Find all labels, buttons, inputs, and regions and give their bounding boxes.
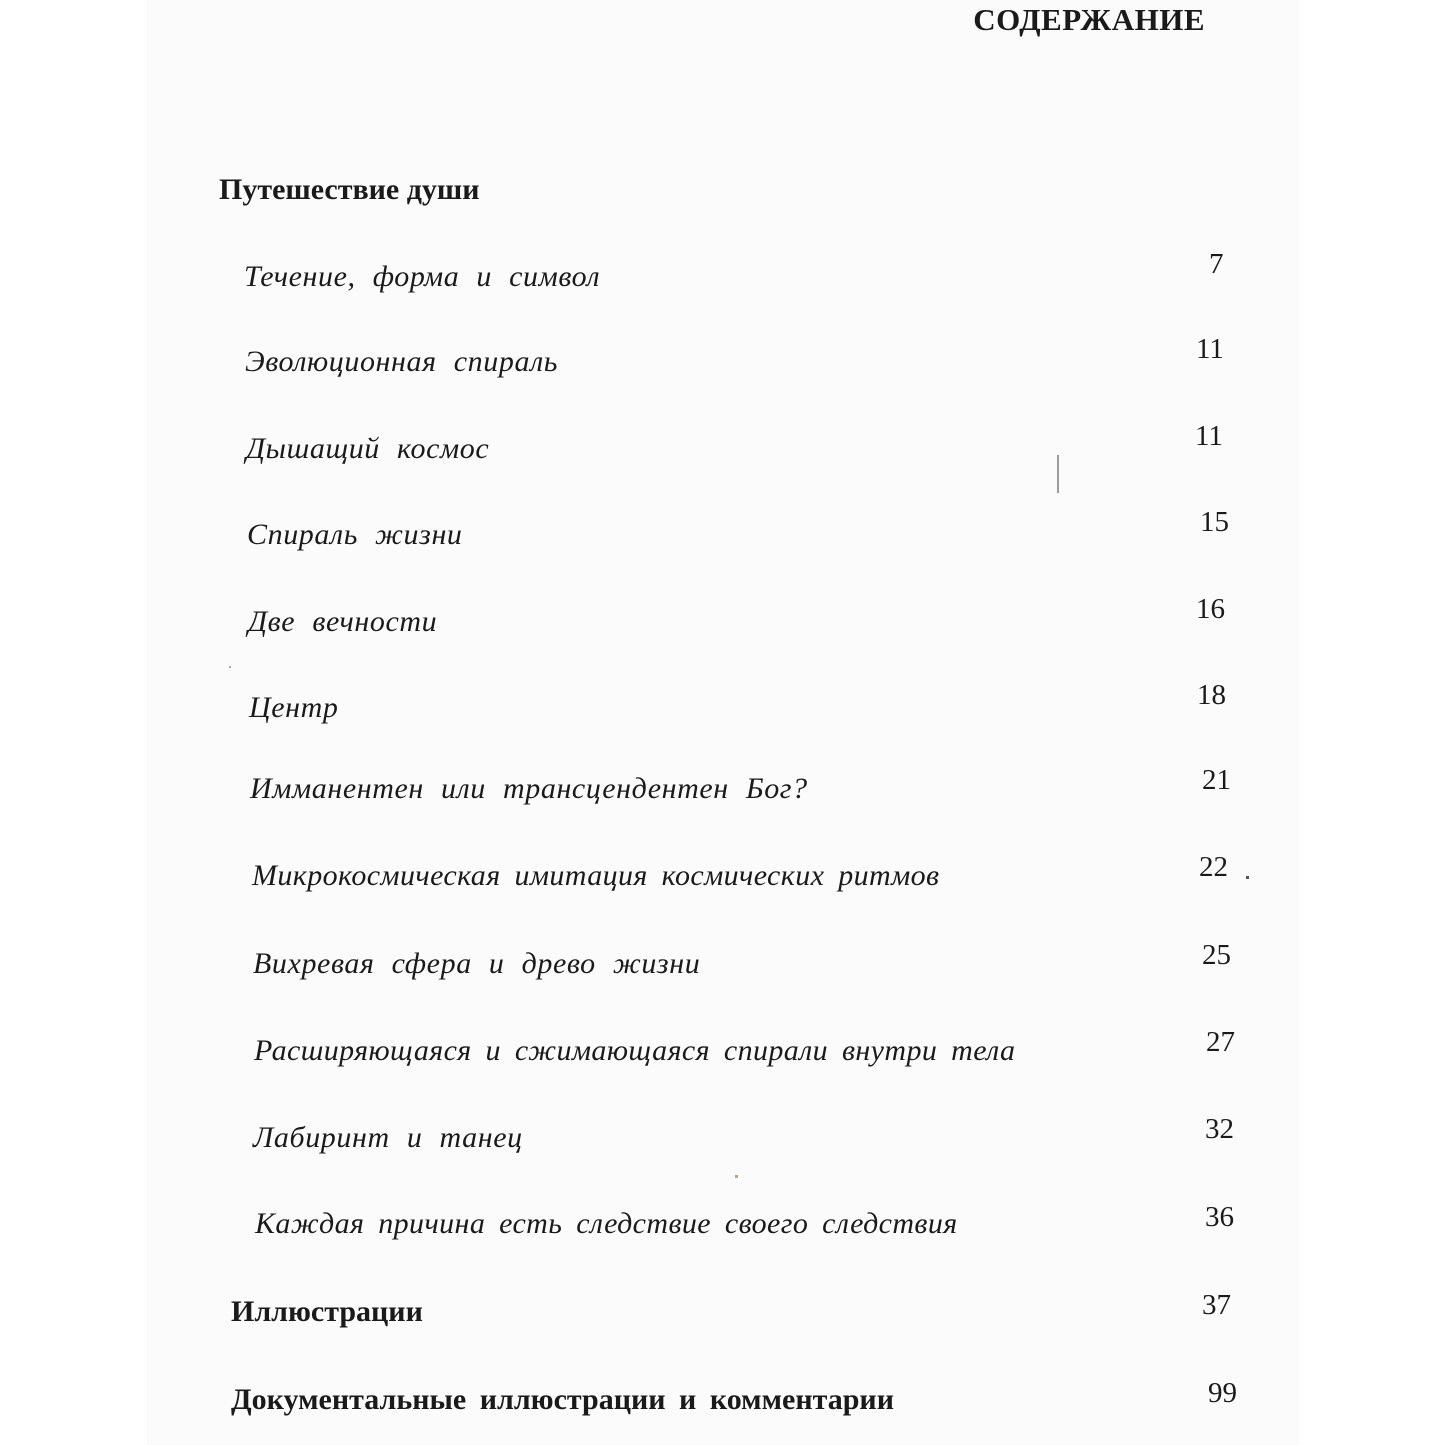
toc-entry-title: Вихревая сфера и древо жизни — [253, 947, 701, 980]
toc-section-page: 37 — [1202, 1289, 1231, 1321]
toc-entry[interactable] — [147, 764, 1299, 812]
toc-entry-title: Микрокосмическая имитация космических ритмов — [252, 859, 940, 892]
paper-speck — [229, 666, 231, 668]
paper-speck — [1057, 455, 1059, 493]
toc-entry-title: Спираль жизни — [247, 518, 463, 551]
toc-entry[interactable] — [147, 593, 1299, 645]
toc-section-title: Иллюстрации — [231, 1295, 423, 1328]
toc-entry[interactable] — [147, 939, 1299, 987]
toc-section-title: Документальные иллюстрации и комментарии — [231, 1383, 894, 1416]
toc-entry-title: Эволюционная спираль — [245, 345, 559, 378]
toc-entry[interactable] — [147, 1201, 1299, 1247]
toc-entry-page: 32 — [1205, 1113, 1234, 1145]
paper-speck — [1246, 876, 1249, 879]
toc-entry-page: 22 — [1199, 851, 1228, 883]
toc-entry-page: 11 — [1195, 420, 1223, 452]
toc-entry-title: Лабиринт и танец — [253, 1121, 523, 1154]
toc-part-heading — [147, 173, 1299, 213]
toc-entry[interactable] — [147, 851, 1299, 899]
page-title: СОДЕРЖАНИЕ — [973, 2, 1205, 37]
toc-entry[interactable] — [147, 333, 1299, 385]
toc-entry[interactable] — [147, 248, 1299, 298]
toc-entry[interactable] — [147, 1026, 1299, 1074]
toc-entry-page: 7 — [1209, 248, 1224, 280]
toc-entry-page: 11 — [1196, 333, 1224, 365]
toc-entry[interactable] — [147, 506, 1299, 558]
toc-entry-page: 18 — [1197, 679, 1226, 711]
toc-entry[interactable] — [147, 1113, 1299, 1161]
toc-entry-title: Течение, форма и символ — [244, 260, 601, 293]
toc-entry-title: Центр — [249, 691, 339, 724]
toc-entry-title: Расширяющаяся и сжимающаяся спирали внутри тела — [254, 1034, 1016, 1067]
toc-entry-title: Каждая причина есть следствие своего следствия — [255, 1207, 958, 1240]
toc-entry-page: 25 — [1202, 939, 1231, 971]
paper-speck — [735, 1175, 738, 1178]
toc-section[interactable] — [147, 1377, 1299, 1423]
contents-page — [147, 0, 1299, 1445]
toc-entry-title: Имманентен или трансцендентен Бог? — [250, 772, 808, 805]
toc-entry-page: 15 — [1200, 506, 1229, 538]
toc-section-page: 99 — [1208, 1377, 1237, 1409]
toc-entry-page: 21 — [1202, 764, 1231, 796]
toc-entry[interactable] — [147, 679, 1299, 731]
toc-entry-page: 16 — [1196, 593, 1225, 625]
toc-entry-title: Две вечности — [248, 605, 438, 638]
toc-entry-page: 27 — [1206, 1026, 1235, 1058]
toc-entry-title: Дышащий космос — [246, 432, 490, 465]
toc-entry-page: 36 — [1205, 1201, 1234, 1233]
toc-section[interactable] — [147, 1289, 1299, 1335]
toc-entry[interactable] — [147, 420, 1299, 472]
part-title: Путешествие души — [219, 173, 480, 206]
